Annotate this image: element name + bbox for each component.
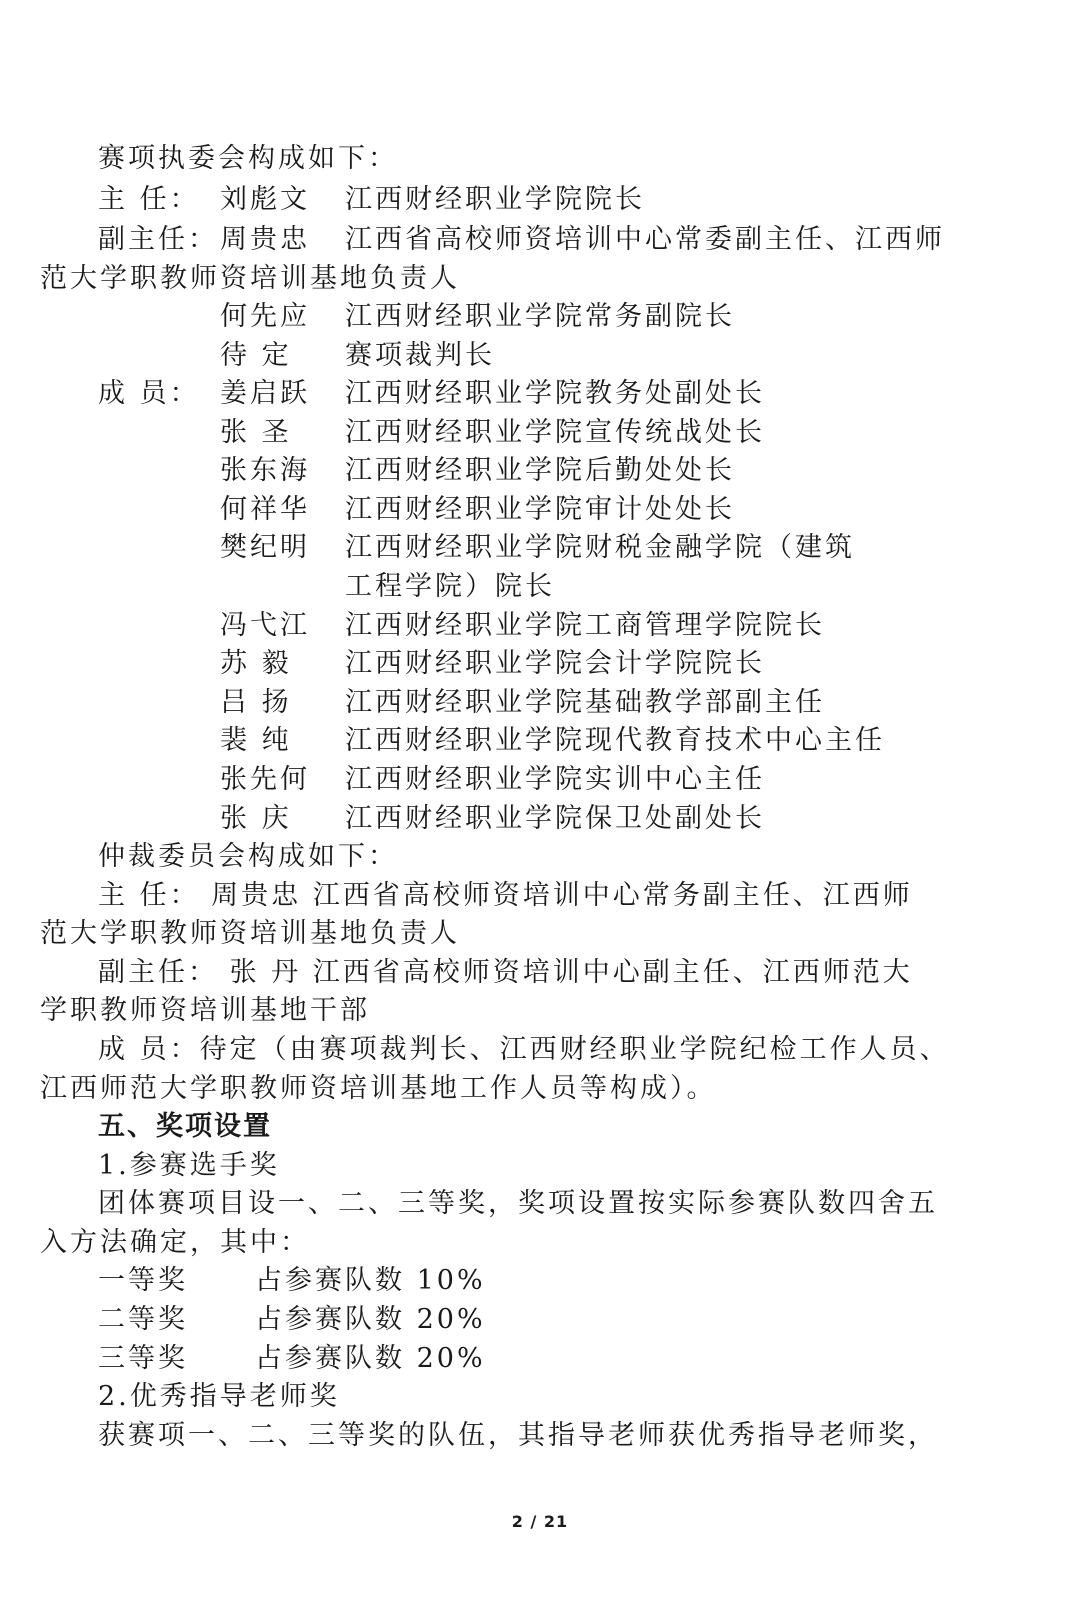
awards-subheading-1: 1.参赛选手奖: [98, 1150, 280, 1181]
member-title: 江西财经职业学院保卫处副处长: [345, 803, 765, 834]
arbitration-director-line2: 范大学职教师资培训基地负责人: [40, 918, 460, 949]
awards-subheading-2: 2.优秀指导老师奖: [98, 1381, 340, 1412]
member-name: 张先何: [220, 764, 310, 795]
prize-ratio: 占参赛队数 10%: [255, 1265, 486, 1296]
member-name: 张 圣: [220, 417, 292, 448]
member-title: 江西财经职业学院工商管理学院院长: [345, 610, 825, 641]
awards-heading: 五、奖项设置: [98, 1111, 272, 1142]
exec-deputy-other-title: 江西财经职业学院常务副院长: [345, 301, 735, 332]
exec-deputy-label: 副主任：: [98, 224, 218, 255]
prize-ratio: 占参赛队数 20%: [255, 1343, 486, 1374]
member-title: 江西财经职业学院基础教学部副主任: [345, 687, 825, 718]
prize-name: 二等奖: [98, 1304, 188, 1335]
member-name: 张 庆: [220, 803, 292, 834]
page-number: 2 / 21: [511, 1512, 569, 1531]
exec-committee-intro: 赛项执委会构成如下：: [98, 143, 398, 174]
member-name: 张东海: [220, 455, 310, 486]
member-name: 樊纪明: [220, 532, 310, 563]
member-title-cont: 工程学院）院长: [345, 571, 555, 602]
member-name: 苏 毅: [220, 648, 292, 679]
arbitration-intro: 仲裁委员会构成如下：: [98, 841, 398, 872]
member-title: 江西财经职业学院现代教育技术中心主任: [345, 725, 885, 756]
member-title: 江西财经职业学院会计学院院长: [345, 648, 765, 679]
member-name: 姜启跃: [220, 378, 310, 409]
exec-deputy-other-name: 待 定: [220, 340, 292, 371]
exec-director-name: 刘彪文: [220, 184, 310, 215]
awards-paragraph-1-line2: 入方法确定，其中：: [40, 1227, 310, 1258]
arbitration-members-line2: 江西师范大学职教师资培训基地工作人员等构成）。: [40, 1073, 717, 1104]
member-title: 江西财经职业学院审计处处长: [345, 494, 735, 525]
exec-deputy-name: 周贵忠: [220, 224, 310, 255]
awards-paragraph-2-line1: 获赛项一、二、三等奖的队伍，其指导老师获优秀指导老师奖，: [98, 1420, 938, 1451]
prize-name: 三等奖: [98, 1343, 188, 1374]
member-title: 江西财经职业学院财税金融学院（建筑: [345, 532, 855, 563]
member-name: 何祥华: [220, 494, 310, 525]
exec-deputy-other-name: 何先应: [220, 301, 310, 332]
member-name: 冯弋江: [220, 610, 310, 641]
prize-ratio: 占参赛队数 20%: [255, 1304, 486, 1335]
prize-name: 一等奖: [98, 1265, 188, 1296]
arbitration-deputy-line2: 学职教师资培训基地干部: [40, 995, 370, 1026]
arbitration-deputy-line1: 副主任： 张 丹 江西省高校师资培训中心副主任、江西师范大: [98, 957, 913, 988]
exec-deputy-title-line2: 范大学职教师资培训基地负责人: [40, 263, 460, 294]
arbitration-director-line1: 主 任： 周贵忠 江西省高校师资培训中心常务副主任、江西师: [98, 880, 913, 911]
exec-deputy-other-title: 赛项裁判长: [345, 340, 495, 371]
member-title: 江西财经职业学院后勤处处长: [345, 455, 735, 486]
arbitration-members-line1: 成 员：待定（由赛项裁判长、江西财经职业学院纪检工作人员、: [98, 1034, 950, 1065]
exec-director-title: 江西财经职业学院院长: [345, 184, 645, 215]
exec-deputy-title-line1: 江西省高校师资培训中心常委副主任、江西师: [345, 224, 945, 255]
member-name: 吕 扬: [220, 687, 292, 718]
exec-members-label: 成 员：: [98, 378, 200, 409]
member-title: 江西财经职业学院实训中心主任: [345, 764, 765, 795]
awards-paragraph-1-line1: 团体赛项目设一、二、三等奖，奖项设置按实际参赛队数四舍五: [98, 1188, 938, 1219]
member-title: 江西财经职业学院教务处副处长: [345, 378, 765, 409]
exec-director-label: 主 任：: [98, 184, 200, 215]
member-title: 江西财经职业学院宣传统战处长: [345, 417, 765, 448]
member-name: 裴 纯: [220, 725, 292, 756]
